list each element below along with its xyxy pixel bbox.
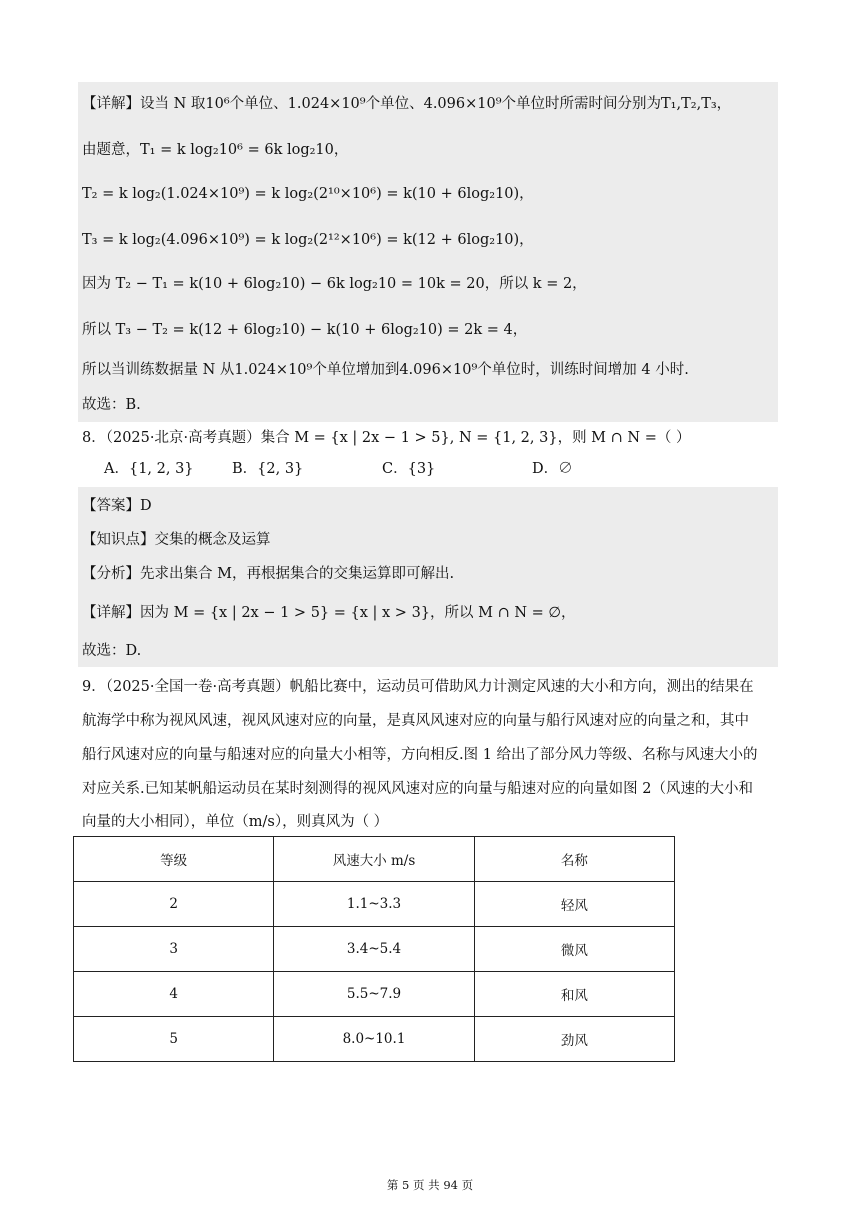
table-cell: 4	[74, 972, 274, 1017]
table-row	[74, 972, 675, 1017]
table-row	[74, 882, 675, 927]
q8-option-c: C．{3}	[382, 461, 436, 477]
q9-stem-line: 船行风速对应的向量与船速对应的向量大小相等，方向相反.图 1 给出了部分风力等级、名称与风速大小的	[82, 747, 758, 763]
table-cell: 轻风	[474, 882, 674, 927]
q8-knowledge: 【知识点】交集的概念及运算	[82, 532, 271, 548]
table-cell: 1.1~3.3	[274, 882, 474, 927]
q7-choice: 故选：B.	[82, 397, 141, 413]
table-cell: 5.5~7.9	[274, 972, 474, 1017]
q8-option-b: B．{2, 3}	[232, 461, 304, 477]
q7-detail-line: T₂ = k log₂(1.024×10⁹) = k log₂(2¹⁰×10⁶) = k(10 + 6log₂10)，	[82, 186, 534, 202]
q7-detail-line: T₃ = k log₂(4.096×10⁹) = k log₂(2¹²×10⁶) = k(12 + 6log₂10)，	[82, 232, 534, 248]
table-cell: 劲风	[474, 1017, 674, 1062]
page-footer: 第 5 页 共 94 页	[386, 1178, 474, 1192]
q7-detail-line: 所以 T₃ − T₂ = k(12 + 6log₂10) − k(10 + 6log₂10) = 2k = 4，	[82, 322, 528, 338]
q9-stem-line: 向量的大小相同），单位（m/s），则真风为（ ）	[82, 814, 389, 830]
q7-detail-line: 因为 T₂ − T₁ = k(10 + 6log₂10) − 6k log₂10 = 10k = 20，所以 k = 2，	[82, 276, 587, 292]
table-cell: 2	[74, 882, 274, 927]
table-cell: 5	[74, 1017, 274, 1062]
q8-option-a: A．{1, 2, 3}	[104, 461, 194, 477]
q9-stem-line: 对应关系.已知某帆船运动员在某时刻测得的视风风速对应的向量与船速对应的向量如图 2（风速的大小和	[82, 781, 753, 797]
q8-stem: 8．（2025·北京·高考真题）集合 M = {x | 2x − 1 > 5}, N = {1, 2, 3}，则 M ∩ N =（ ）	[82, 430, 691, 446]
table-header-cell: 等级	[74, 837, 274, 882]
table-row	[74, 1017, 675, 1062]
table-row	[74, 927, 675, 972]
table-cell: 3.4~5.4	[274, 927, 474, 972]
table-cell: 和风	[474, 972, 674, 1017]
wind-level-table	[73, 836, 675, 1062]
q8-answer: 【答案】D	[82, 498, 152, 514]
q7-detail-line: 【详解】设当 N 取10⁶个单位、1.024×10⁹个单位、4.096×10⁹个单位时所需时间分别为T₁,T₂,T₃，	[82, 96, 732, 112]
q8-option-d: D．∅	[532, 461, 573, 477]
table-header-row	[74, 837, 675, 882]
q8-detail: 【详解】因为 M = {x | 2x − 1 > 5} = {x | x > 3}，所以 M ∩ N = ∅，	[82, 605, 576, 621]
q9-stem-line: 9．（2025·全国一卷·高考真题）帆船比赛中，运动员可借助风力计测定风速的大小和方向，测出的结果在	[82, 679, 754, 695]
q8-analysis: 【分析】先求出集合 M，再根据集合的交集运算即可解出.	[82, 566, 455, 582]
q8-choice: 故选：D.	[82, 643, 142, 659]
q7-detail-line: 所以当训练数据量 N 从1.024×10⁹个单位增加到4.096×10⁹个单位时，训练时间增加 4 小时.	[82, 362, 689, 378]
table-cell: 微风	[474, 927, 674, 972]
table-cell: 3	[74, 927, 274, 972]
table-header-cell: 风速大小 m/s	[274, 837, 474, 882]
table-header-cell: 名称	[474, 837, 674, 882]
q7-detail-line: 由题意，T₁ = k log₂10⁶ = 6k log₂10，	[82, 142, 349, 158]
table-cell: 8.0~10.1	[274, 1017, 474, 1062]
q9-stem-line: 航海学中称为视风风速，视风风速对应的向量，是真风风速对应的向量与船行风速对应的向量之和，其中	[82, 713, 749, 729]
